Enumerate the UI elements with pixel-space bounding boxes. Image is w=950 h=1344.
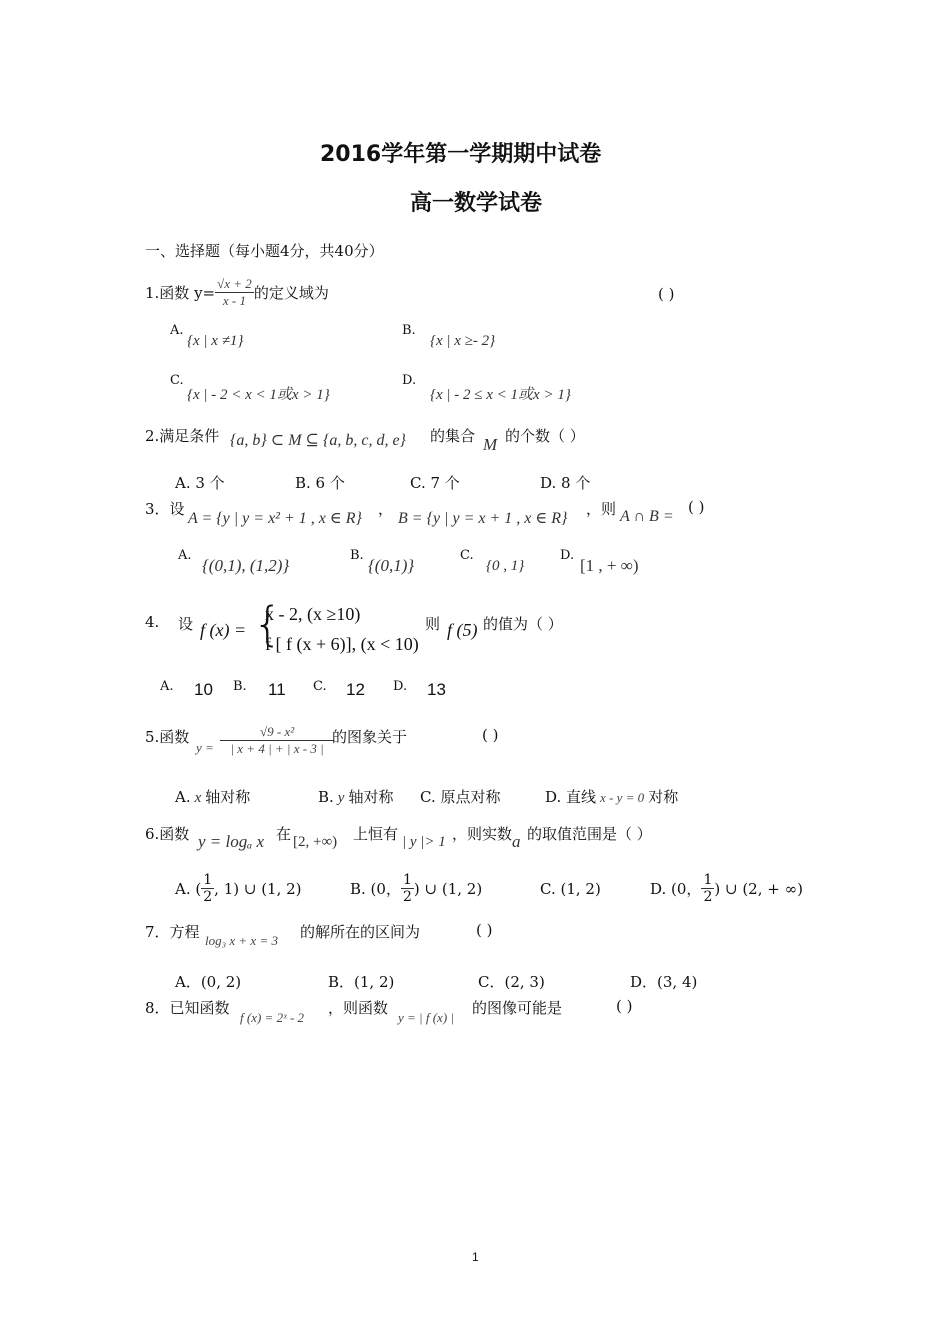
question-1 — [145, 276, 329, 309]
q6-prefix: 6.函数 — [145, 825, 190, 843]
q1-option-c: {x | - 2 < x < 1或x > 1} — [187, 387, 330, 403]
q4-let: 设 — [178, 615, 194, 633]
q1-denominator: x - 1 — [222, 293, 247, 308]
q5-option-b-math: y — [337, 790, 345, 806]
q3-prefix: 3．设 — [145, 500, 185, 518]
q5-numerator: √9 - x² — [220, 724, 334, 741]
q6-var-a: a — [512, 832, 521, 851]
q1-option-a: {x | x ≠1} — [187, 333, 244, 349]
q4-option-c-label: C. — [313, 679, 327, 694]
q3-option-b-label: B. — [350, 548, 364, 563]
q3-option-d: [1 , + ∞) — [580, 556, 639, 575]
q5-option-d-math: x - y = 0 — [600, 790, 645, 805]
q5-option-a-math: x — [194, 790, 202, 806]
q2-option-b: B. 6 个 — [295, 474, 345, 492]
q3-set-a: A = {y | y = x² + 1 , x ∈ R} — [188, 510, 362, 527]
q4-suffix: 的值为（ ） — [483, 615, 563, 633]
q4-f5: f (5) — [447, 620, 478, 640]
q7-suffix: 的解所在的区间为 — [300, 923, 421, 941]
q1-option-d-label: D. — [402, 373, 417, 388]
q4-piecewise-brace: { — [253, 597, 283, 651]
q7-equation: log₃ x + x = 3 — [205, 933, 278, 948]
q1-prefix: 1.函数 y= — [145, 284, 216, 302]
q6-then: ，则实数 — [452, 825, 513, 843]
q4-then: 则 — [425, 615, 441, 633]
q4-option-d-label: D. — [393, 679, 408, 694]
q2-condition: {a, b} ⊂ M ⊆ {a, b, c, d, e} — [230, 432, 406, 449]
q6-option-b-num: 1 — [402, 872, 412, 888]
q3-then: ，则 — [586, 500, 617, 518]
q8-abs-function: y = | f (x) | — [398, 1010, 454, 1025]
q6-option-b-rest: ) ∪ (1, 2) — [413, 879, 483, 898]
q2-option-d: D. 8 个 — [540, 474, 591, 492]
q8-answer-paren: ( ) — [616, 997, 633, 1015]
q4-option-c: 12 — [346, 680, 365, 699]
q7-option-d: D．(3, 4) — [630, 973, 698, 991]
q1-option-a-label: A. — [170, 323, 184, 338]
page-number: 1 — [472, 1250, 479, 1264]
q1-suffix: 的定义域为 — [253, 284, 329, 302]
q3-answer-paren: ( ) — [688, 498, 705, 516]
q3-option-c: {0 , 1} — [486, 558, 525, 574]
section-heading: 一、选择题（每小题4分，共40分） — [145, 242, 384, 260]
q6-option-d-num: 1 — [703, 872, 713, 888]
q5-option-b-label: B. — [318, 788, 334, 806]
q6-option-d-label: D. (0， — [650, 880, 702, 898]
q6-option-d-fraction — [701, 872, 714, 905]
q5-denominator: | x + 4 | + | x - 3 | — [230, 741, 324, 756]
q4-option-b-label: B. — [233, 679, 247, 694]
q1-answer-paren: ( ) — [658, 285, 675, 303]
q5-option-c: C. 原点对称 — [420, 788, 501, 806]
q6-option-d — [650, 872, 803, 905]
q1-option-d: {x | - 2 ≤ x < 1或x > 1} — [430, 387, 571, 403]
q3-set-b: B = {y | y = x + 1 , x ∈ R} — [398, 510, 568, 527]
q4-option-d: 13 — [427, 680, 446, 699]
q2-set-m: M — [483, 435, 498, 454]
q6-condition: | y |> 1 — [402, 834, 446, 850]
q5-y: y = — [196, 740, 214, 755]
q6-suffix: 的取值范围是（ ） — [527, 825, 652, 843]
q3-option-b: {(0,1)} — [368, 556, 415, 575]
q6-option-b-label: B. (0， — [350, 880, 401, 898]
q7-option-b: B．(1, 2) — [328, 973, 395, 991]
q1-option-b-label: B. — [402, 323, 416, 338]
q6-on: 在 — [276, 825, 292, 843]
q5-fraction — [220, 724, 334, 757]
q6-option-b-den: 2 — [402, 889, 412, 905]
q6-option-b-fraction — [401, 872, 414, 905]
q6-option-a — [175, 872, 302, 905]
q4-option-a: 10 — [194, 680, 213, 699]
q6-option-d-den: 2 — [703, 889, 713, 905]
q3-option-a: {(0,1), (1,2)} — [202, 556, 290, 575]
q3-option-c-label: C. — [460, 548, 474, 563]
q1-fraction — [215, 276, 254, 309]
exam-subtitle: 高一数学试卷 — [410, 191, 543, 216]
q3-comma: ， — [378, 500, 394, 518]
q8-suffix: 的图像可能是 — [472, 999, 563, 1017]
q6-option-b — [350, 872, 482, 905]
q6-always: 上恒有 — [353, 825, 399, 843]
q7-option-c: C．(2, 3) — [478, 973, 545, 991]
q6-option-c: C. (1, 2) — [540, 880, 601, 898]
q3-intersection: A ∩ B = — [620, 508, 674, 525]
q6-option-a-den: 2 — [203, 889, 213, 905]
q5-answer-paren: ( ) — [482, 726, 499, 744]
exam-title: 2016学年第一学期期中试卷 — [320, 142, 602, 167]
q4-fx: f (x) = — [200, 620, 247, 640]
q6-option-a-num: 1 — [203, 872, 213, 888]
q2-suffix: 的个数（ ） — [505, 427, 585, 445]
q4-case-1: x - 2, (x ≥10) — [265, 604, 361, 624]
q3-option-d-label: D. — [560, 548, 575, 563]
q3-option-a-label: A. — [178, 548, 192, 563]
q5-option-d-text: 对称 — [648, 788, 679, 806]
q5-option-a-label: A. — [175, 788, 191, 806]
q8-then: ，则函数 — [328, 999, 389, 1017]
q2-mid: 的集合 — [430, 427, 476, 445]
q7-option-a: A．(0, 2) — [175, 973, 242, 991]
q5-option-d — [545, 786, 678, 807]
q5-suffix: 的图象关于 — [332, 728, 408, 746]
q2-prefix: 2.满足条件 — [145, 427, 220, 445]
q8-function: f (x) = 2ˣ - 2 — [240, 1010, 305, 1025]
q1-option-c-label: C. — [170, 373, 184, 388]
q7-answer-paren: ( ) — [476, 921, 493, 939]
q2-option-c: C. 7 个 — [410, 474, 460, 492]
q1-option-b: {x | x ≥- 2} — [430, 333, 496, 349]
q4-option-b: 11 — [268, 680, 286, 699]
q6-option-a-rest: , 1) ∪ (1, 2) — [214, 879, 302, 898]
q2-option-a: A. 3 个 — [175, 474, 225, 492]
q6-option-d-rest: ) ∪ (2, + ∞) — [714, 879, 803, 898]
q4-number: 4. — [145, 613, 160, 631]
q5-option-a-text: 轴对称 — [205, 788, 251, 806]
q6-option-a-label: A. ( — [175, 879, 202, 898]
q6-option-a-fraction — [201, 872, 214, 905]
q6-interval: [2, +∞) — [293, 834, 338, 850]
q5-option-b — [318, 786, 393, 807]
q6-function: y = logₐ x — [198, 832, 265, 851]
q5-option-b-text: 轴对称 — [348, 788, 394, 806]
q8-prefix: 8．已知函数 — [145, 999, 230, 1017]
q4-case-2: f [ f (x + 6)], (x < 10) — [265, 634, 419, 654]
q5-option-d-label: D. 直线 — [545, 788, 597, 806]
q7-prefix: 7．方程 — [145, 923, 200, 941]
q4-option-a-label: A. — [160, 679, 174, 694]
q1-numerator: √x + 2 — [217, 276, 252, 291]
q5-prefix: 5.函数 — [145, 728, 190, 746]
q5-option-a — [175, 786, 250, 807]
